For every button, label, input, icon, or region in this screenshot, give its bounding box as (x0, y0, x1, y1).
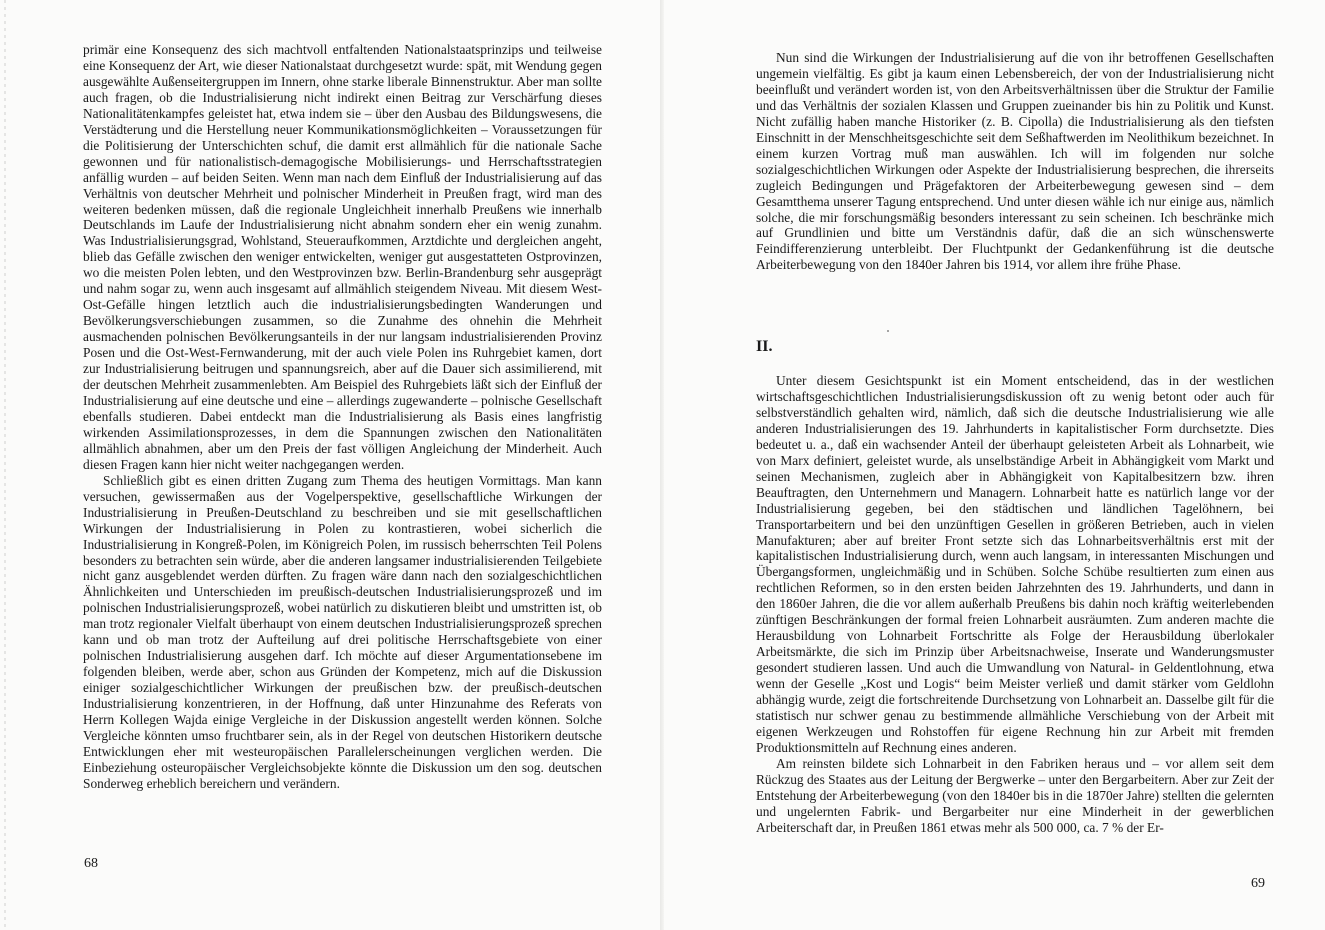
page-number-left: 68 (84, 856, 98, 871)
left-page-body (83, 42, 602, 792)
page-number-right: 69 (1251, 876, 1265, 891)
right-paragraph-2: Am reinsten bildete sich Lohnarbeit in den Fabriken heraus und – vor allem seit dem Rückzug des Staates aus der Leitung der Bergwerke – unter den Bergarbeitern. Aber zur Zeit der Entstehung der Arbeiterbewegung (von den 1840er bis in die 1870er Jahre) stellten die gelernten und ungelernten Fabrik- und Bergarbeiter nur eine Minderheit in der gewerblichen Arbeiterschaft dar, in Preußen 1861 etwas mehr als 500 000, ca. 7 % der Er- (756, 755, 1274, 835)
section-heading: II. (756, 338, 773, 355)
right-intro-paragraph: Nun sind die Wirkungen der Industrialisierung auf die von ihr betroffenen Gesellschaften ungemein vielfältig. Es gibt ja kaum einen Lebensbereich, der von der Industrialisierung nicht beeinflußt und verändert worden ist, von den Arbeitsverhältnissen über die Struktur der Familie und das Verhältnis der sozialen Klassen und Gruppen zueinander bis hin zu Politik und Kunst. Nicht zufällig haben manche Historiker (z. B. Cipolla) die Industrialisierung als den tiefsten Einschnitt in der Menschheitsgeschichte seit dem Seßhaftwerden im Neolithikum bezeichnet. In einem kurzen Vortrag muß man auswählen. Ich will im folgenden nur solche sozialgeschichtlichen Wirkungen oder Aspekte der Industrialisierung besprechen, die ihrerseits zugleich Bedingungen und Prägefaktoren der Arbeiterbewegung gewesen sind – dem Gesamtthema unserer Tagung entsprechend. Und unter diesen wähle ich nur einige aus, nämlich solche, die mir forschungsmäßig besonders interessant zu sein scheinen. Ich beschränke mich auf Grundlinien und bitte um Verständnis dafür, daß die an sich wünschenswerte Feindifferenzierung unterbleibt. Der Fluchtpunkt der Gedankenführung ist die deutsche Arbeiterbewegung von den 1840er Jahren bis 1914, vor allem ihre frühe Phase. (756, 50, 1274, 273)
right-page-body (756, 373, 1274, 836)
left-paragraph-1: primär eine Konsequenz des sich machtvoll entfaltenden Nationalstaatsprinzips und teilweise eine Konsequenz der Art, wie dieser Nationalstaat durchgesetzt wurde: spät, mit Wendung gegen ausgewählte Außenseitergruppen im Innern, ohne starke liberale Binnenstruktur. Aber man sollte auch fragen, ob die Industrialisierung nicht indirekt einen Beitrag zur Verschärfung dieses Nationalitätenkampfes geleistet hat, etwa indem sie – über den Ausbau des Bildungswesens, die Verstädterung und die Herstellung neuer Kommunikationsmöglichkeiten – Voraussetzungen für die Politisierung der Unterschichten schuf, die damit erst allmählich für die nationale Sache gewonnen und für nationalistisch-demagogische Mobilisierungs- und Herrschaftsstrategien anfällig wurden – auf beiden Seiten. Wenn man nach dem Einfluß der Industrialisierung auf das Verhältnis von deutscher Mehrheit und polnischer Minderheit in Preußen fragt, wird man des weiteren bedenken müssen, daß die regionale Ungleichheit innerhalb Preußens wie innerhalb Deutschlands im Laufe der Industrialisierung nicht abnahm sondern eher ein wenig zunahm. Was Industrialisierungsgrad, Wohlstand, Steueraufkommen, Arztdichte und dergleichen angeht, blieb das Gefälle zwischen den weniger entwickelten, weniger gut ausgestatteten Ostprovinzen, wo die meisten Polen lebten, und den Westprovinzen bzw. Berlin-Brandenburg sehr ausgeprägt und nahm sogar zu, wenn auch insgesamt auf allmählich steigendem Niveau. Mit diesem West-Ost-Gefälle hingen letztlich auch die industrialisierungsbedingten Wanderungen und Bevölkerungsverschiebungen zusammen, so die Zunahme des ohnehin die Mehrheit ausmachenden polnischen Bevölkerungsanteils in der nur langsam industrialisierenden Provinz Posen und die Ost-West-Fernwanderung, mit der auch viele Polen ins Ruhrgebiet kamen, dort zur Industrialisierung beitrugen und spannungsreich, aber auf die Dauer sich assimilierend, mit der deutschen Mehrheit zusammenlebten. Am Beispiel des Ruhrgebiets läßt sich der Einfluß der Industrialisierung auf eine deutsche und eine – allerdings zugewanderte – polnische Gesellschaft ebenfalls studieren. Dabei entdeckt man die Industrialisierung als Basis eines langfristig wirkenden Assimilationsprozesses, in dem die Spannungen zwischen den Nationalitäten allmählich abnahmen, aber um den Preis der fast völligen Angleichung der Minderheit. Auch diesen Fragen kann hier nicht weiter nachgegangen werden. (83, 42, 602, 472)
left-paragraph-2: Schließlich gibt es einen dritten Zugang zum Thema des heutigen Vormittags. Man kann versuchen, gewissermaßen aus der Vogelperspektive, gesellschaftliche Wirkungen der Industrialisierung in Preußen-Deutschland zu beschreiben und sie mit gesellschaftlichen Wirkungen der Industrialisierung in Polen zu kontrastieren, wobei sicherlich die Industrialisierung in Kongreß-Polen, im Königreich Polen, im russisch beherrschten Teil Polens besonders zu betrachten sein würde, aber die anderen langsamer industrialisierenden Teilgebiete nicht ganz ausgeblendet werden dürften. Zu fragen wäre dann nach den sozialgeschichtlichen Ähnlichkeiten und Unterschieden im preußisch-deutschen Industrialisierungsprozeß und im polnischen Industrialisierungsprozeß, wobei natürlich zu diskutieren bleibt und umstritten ist, ob man trotz regionaler Vielfalt überhaupt von einem deutschen Industrialisierungsprozeß sprechen kann und ob man trotz der Aufteilung auf drei politische Herrschaftsgebiete von einer polnischen Industrialisierung ausgehen darf. Ich möchte auf dieser Argumentationsebene im folgenden bleiben, werde aber, schon aus Gründen der Kompetenz, mich auf die Diskussion einiger sozialgeschichtlicher Wirkungen der preußischen bzw. der preußisch-deutschen Industrialisierung konzentrieren, in der Hoffnung, daß unter Hinzunahme des Referats von Herrn Kollegen Wajda einige Vergleiche in der Diskussion angestellt werden können. Solche Vergleiche könnten umso fruchtbarer sein, als in der Regel von deutschen Historikern deutsche Entwicklungen eher mit westeuropäischen Parallelerscheinungen verglichen werden. Die Einbeziehung osteuropäischer Vergleichsobjekte könnte die Diskussion um den sog. deutschen Sonderweg erheblich bereichern und verändern. (83, 472, 602, 791)
scan-edge-marks (4, 0, 6, 930)
right-page-intro (756, 50, 1274, 273)
scan-speck (887, 330, 889, 332)
right-paragraph-1: Unter diesem Gesichtspunkt ist ein Moment entscheidend, das in der westlichen wirtschaftsgeschichtlichen Industrialisierungsdiskussion oft zu wenig betont oder auch für selbstverständlich gehalten wird, nämlich, daß sich die deutsche Industrialisierung wie alle anderen Industrialisierungen des 19. Jahrhunderts in kapitalistischer Form durchsetzte. Dies bedeutet u. a., daß ein wachsender Anteil der überhaupt geleisteten Arbeit als Lohnarbeit, wie von Marx definiert, geleistet wurde, als unselbständige Arbeit in Abhängigkeit vom Markt und seinen Mechanismen, zugleich aber in Abhängigkeit von Kapitalbesitzern bzw. ihren Beauftragten, den Unternehmern und Managern. Lohnarbeit hatte es natürlich lange vor der Industrialisierung gegeben, bei den städtischen und ländlichen Tagelöhnern, bei Transportarbeitern und bei den unzünftigen Gesellen in größeren Betrieben, auch in vielen Manufakturen; aber auf breiter Front setzte sich das Lohnarbeitsverhältnis erst mit der kapitalistischen Industrialisierung durch, wenn auch langsam, in interessanten Mischungen und Übergangsformen, ungleichmäßig und in Schüben. Solche Schübe resultierten zum einen aus rechtlichen Reformen, so in den ersten beiden Jahrzehnten des 19. Jahrhunderts, und dann in den 1860er Jahren, die die vor allem außerhalb Preußens bis dahin noch kräftig weiterlebenden zünftigen Beschränkungen der formal freien Lohnarbeit ausräumten. Zum anderen machte die Herausbildung von Lohnarbeit Fortschritte als Folge der Herausbildung überlokaler Arbeitsmärkte, die sich im Prinzip über Arbeitsnachweise, Inserate und Wanderungsmuster gesondert studieren lassen. Und auch die Umwandlung von Natural- in Geldentlohnung, etwa wenn der Geselle „Kost und Logis“ beim Meister verließ und damit stärker vom Geldlohn abhängig wurde, zeigt die fortschreitende Durchsetzung von Lohnarbeit an. Dasselbe gilt für die statistisch nur schwer genau zu bestimmende allmähliche Verschiebung von der Arbeit mit eigenen Werkzeugen und Rohstoffen für eigene Rechnung hin zur Arbeit mit fremden Produktionsmitteln auf Rechnung eines anderen. (756, 373, 1274, 755)
